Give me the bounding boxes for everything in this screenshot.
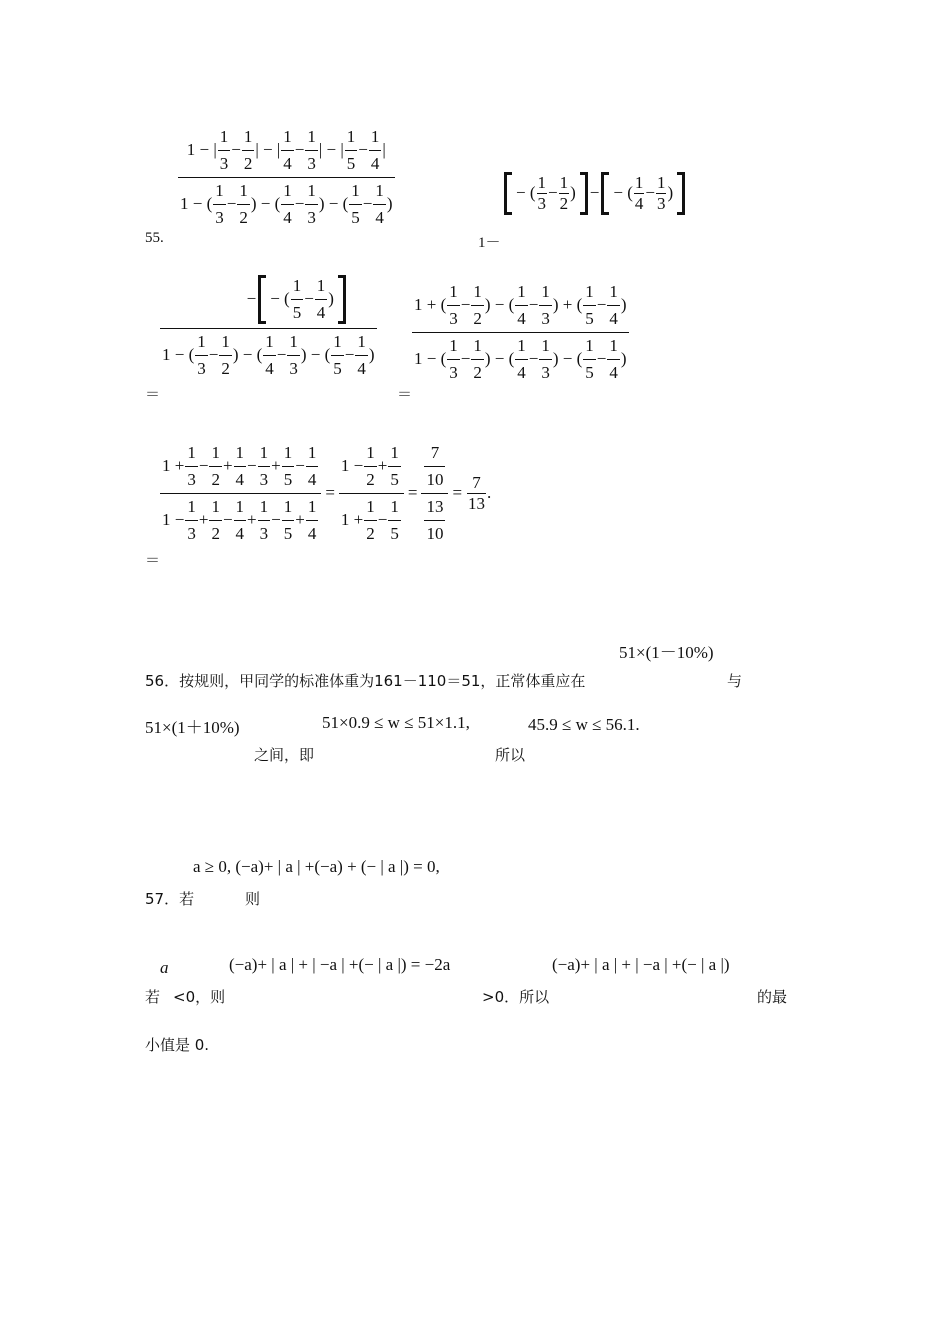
p57-ruo: 若	[145, 988, 161, 1006]
p56-line1: 56．按规则，甲同学的标准体重为161－110＝51，正常体重应在	[145, 672, 586, 690]
p55-eq-2: ＝	[397, 387, 413, 403]
p56-yu: 与	[727, 672, 743, 690]
p57-last: 小值是 0.	[145, 1036, 210, 1054]
p56-math-ineq2: 45.9 ≤ w ≤ 56.1.	[528, 715, 640, 734]
p56-zhijian: 之间，即	[254, 746, 315, 764]
p57-ze: 则	[245, 890, 261, 908]
p55-eq-3: ＝	[145, 553, 161, 569]
p55-label: 55.	[145, 230, 164, 246]
p55-frac-2: − − ( $\frac{1}{5}$ − $\frac{1}{4}$ ) 1 − ( $\frac{1}{3}$ − $\frac{1}{2}$ ) − ( $\frac{1}{4}$ − $\frac{1}{3}$ ) − ( $\frac{1}{5}$ − $\frac{1}{4}$ )	[162, 276, 375, 378]
p56-math-high: 51×(1＋10%)	[145, 718, 240, 737]
p57-label: 57．若	[145, 890, 195, 908]
p55-one-minus: 1－	[478, 235, 501, 251]
p55-frac-1: 1 − | $\frac{1}{3}$ − $\frac{1}{2}$ | − | $\frac{1}{4}$ − $\frac{1}{3}$ | − | $\frac{1}{5}$ − $\frac{1}{4}$ | 1 − ( $\frac{1}{3}$ − $\frac{1}{2}$ ) − ( $\frac{1}{4}$ − $\frac{1}{3}$ ) − ( $\frac{1}{5}$ − $\frac{1}{4}$ )	[180, 127, 393, 227]
p56-suoyi: 所以	[495, 746, 526, 764]
p57-math2: (−a)+ | a | + | −a | +(− | a |) = −2a	[229, 955, 451, 974]
p57-math1: a ≥ 0, (−a)+ | a | +(−a) + (− | a |) = 0,	[193, 857, 440, 876]
p57-dezui: 的最	[757, 988, 788, 1006]
p56-math-ineq1: 51×0.9 ≤ w ≤ 51×1.1,	[322, 713, 470, 732]
p57-math-a: a	[160, 958, 169, 977]
p56-math-low: 51×(1－10%)	[619, 643, 714, 662]
p57-lt0: <0，则	[173, 988, 226, 1006]
p57-gt0: >0．所以	[482, 988, 550, 1006]
p57-math3: (−a)+ | a | + | −a | +(− | a |)	[552, 955, 730, 974]
p55-eq-1: ＝	[145, 387, 161, 403]
p55-frac-3: 1 + ( $\frac{1}{3}$ − $\frac{1}{2}$ ) − ( $\frac{1}{4}$ − $\frac{1}{3}$ ) + ( $\frac{1}{5}$ − $\frac{1}{4}$ ) 1 − ( $\frac{1}{3}$ − $\frac{1}{2}$ ) − ( $\frac{1}{4}$ − $\frac{1}{3}$ ) − ( $\frac{1}{5}$ − $\frac{1}{4}$ )	[414, 282, 627, 382]
p55-bracket-expr: − ( $\frac{1}{3}$ − $\frac{1}{2}$ ) − − ( $\frac{1}{4}$ − $\frac{1}{3}$ )	[502, 172, 687, 215]
p55-final-chain: 1 + $\frac{1}{3}$ − $\frac{1}{2}$ + $\frac{1}{4}$ − $\frac{1}{3}$ + $\frac{1}{5}$ − $\frac{1}{4}$ 1 − $\frac{1}{3}$ + $\frac{1}{2}$ − $\frac{1}{4}$ + $\frac{1}{3}$ − $\frac{1}{5}$ + $\frac{1}{4}$ = 1 − $\frac{1}{2}$ + $\frac{1}{5}$ 1 + $\frac{1}{2}$ − $\frac{1}{5}$ = $\frac{7}{10}$ $\frac{13}{10}$ = $\frac{7}{13}$ .	[162, 443, 492, 543]
